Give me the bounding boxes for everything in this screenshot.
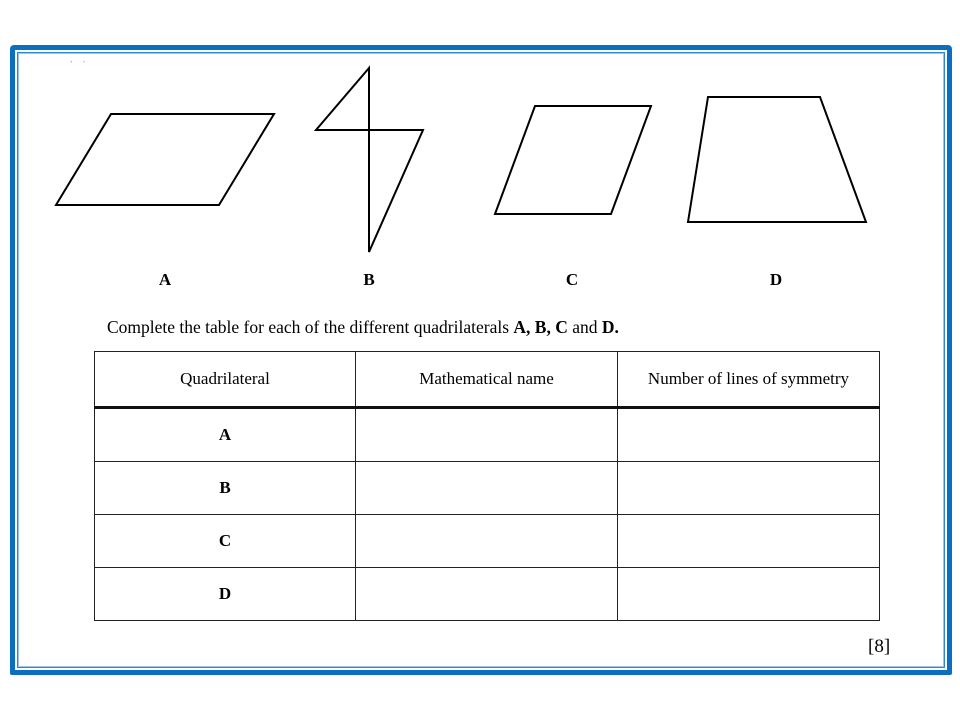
header-quadrilateral: Quadrilateral — [95, 352, 356, 408]
instruction-text — [107, 317, 619, 338]
table-row — [95, 408, 880, 462]
table-header-row — [95, 352, 880, 408]
cell-lines-of-symmetry[interactable] — [618, 462, 880, 515]
cell-mathematical-name[interactable] — [356, 408, 618, 462]
cell-mathematical-name[interactable] — [356, 515, 618, 568]
shape-label-a: A — [158, 270, 172, 289]
instruction-b: B — [534, 317, 547, 337]
table-row — [95, 515, 880, 568]
header-mathematical-name: Mathematical name — [356, 352, 618, 408]
instruction-d: D — [601, 317, 615, 337]
shape-label-b: B — [363, 270, 375, 289]
instruction-and: and — [567, 317, 602, 337]
scan-artifact: ` ´ — [70, 60, 90, 69]
instruction-end: . — [614, 317, 619, 337]
shape-a-parallelogram — [56, 114, 274, 205]
table-row — [95, 568, 880, 621]
shape-d-trapezium — [688, 97, 866, 222]
instruction-c: C — [555, 317, 568, 337]
cell-lines-of-symmetry[interactable] — [618, 568, 880, 621]
header-lines-of-symmetry: Number of lines of symmetry — [618, 352, 880, 408]
shape-b-kite — [316, 68, 423, 252]
quadrilateral-table — [94, 351, 880, 621]
instruction-prefix: Complete the table for each of the different quadrilaterals — [107, 317, 514, 337]
shape-label-d: D — [769, 270, 783, 289]
cell-mathematical-name[interactable] — [356, 462, 618, 515]
cell-lines-of-symmetry[interactable] — [618, 515, 880, 568]
marks-total: [8] — [868, 636, 891, 657]
cell-quadrilateral: A — [95, 408, 356, 462]
instruction-a: A — [513, 317, 527, 337]
cell-quadrilateral: D — [95, 568, 356, 621]
instruction-sep: , — [526, 317, 535, 337]
instruction-sep: , — [546, 317, 556, 337]
shape-label-c: C — [565, 270, 579, 289]
shape-c-rhombus — [495, 106, 651, 214]
table-row — [95, 462, 880, 515]
cell-mathematical-name[interactable] — [356, 568, 618, 621]
cell-quadrilateral: B — [95, 462, 356, 515]
cell-lines-of-symmetry[interactable] — [618, 408, 880, 462]
cell-quadrilateral: C — [95, 515, 356, 568]
